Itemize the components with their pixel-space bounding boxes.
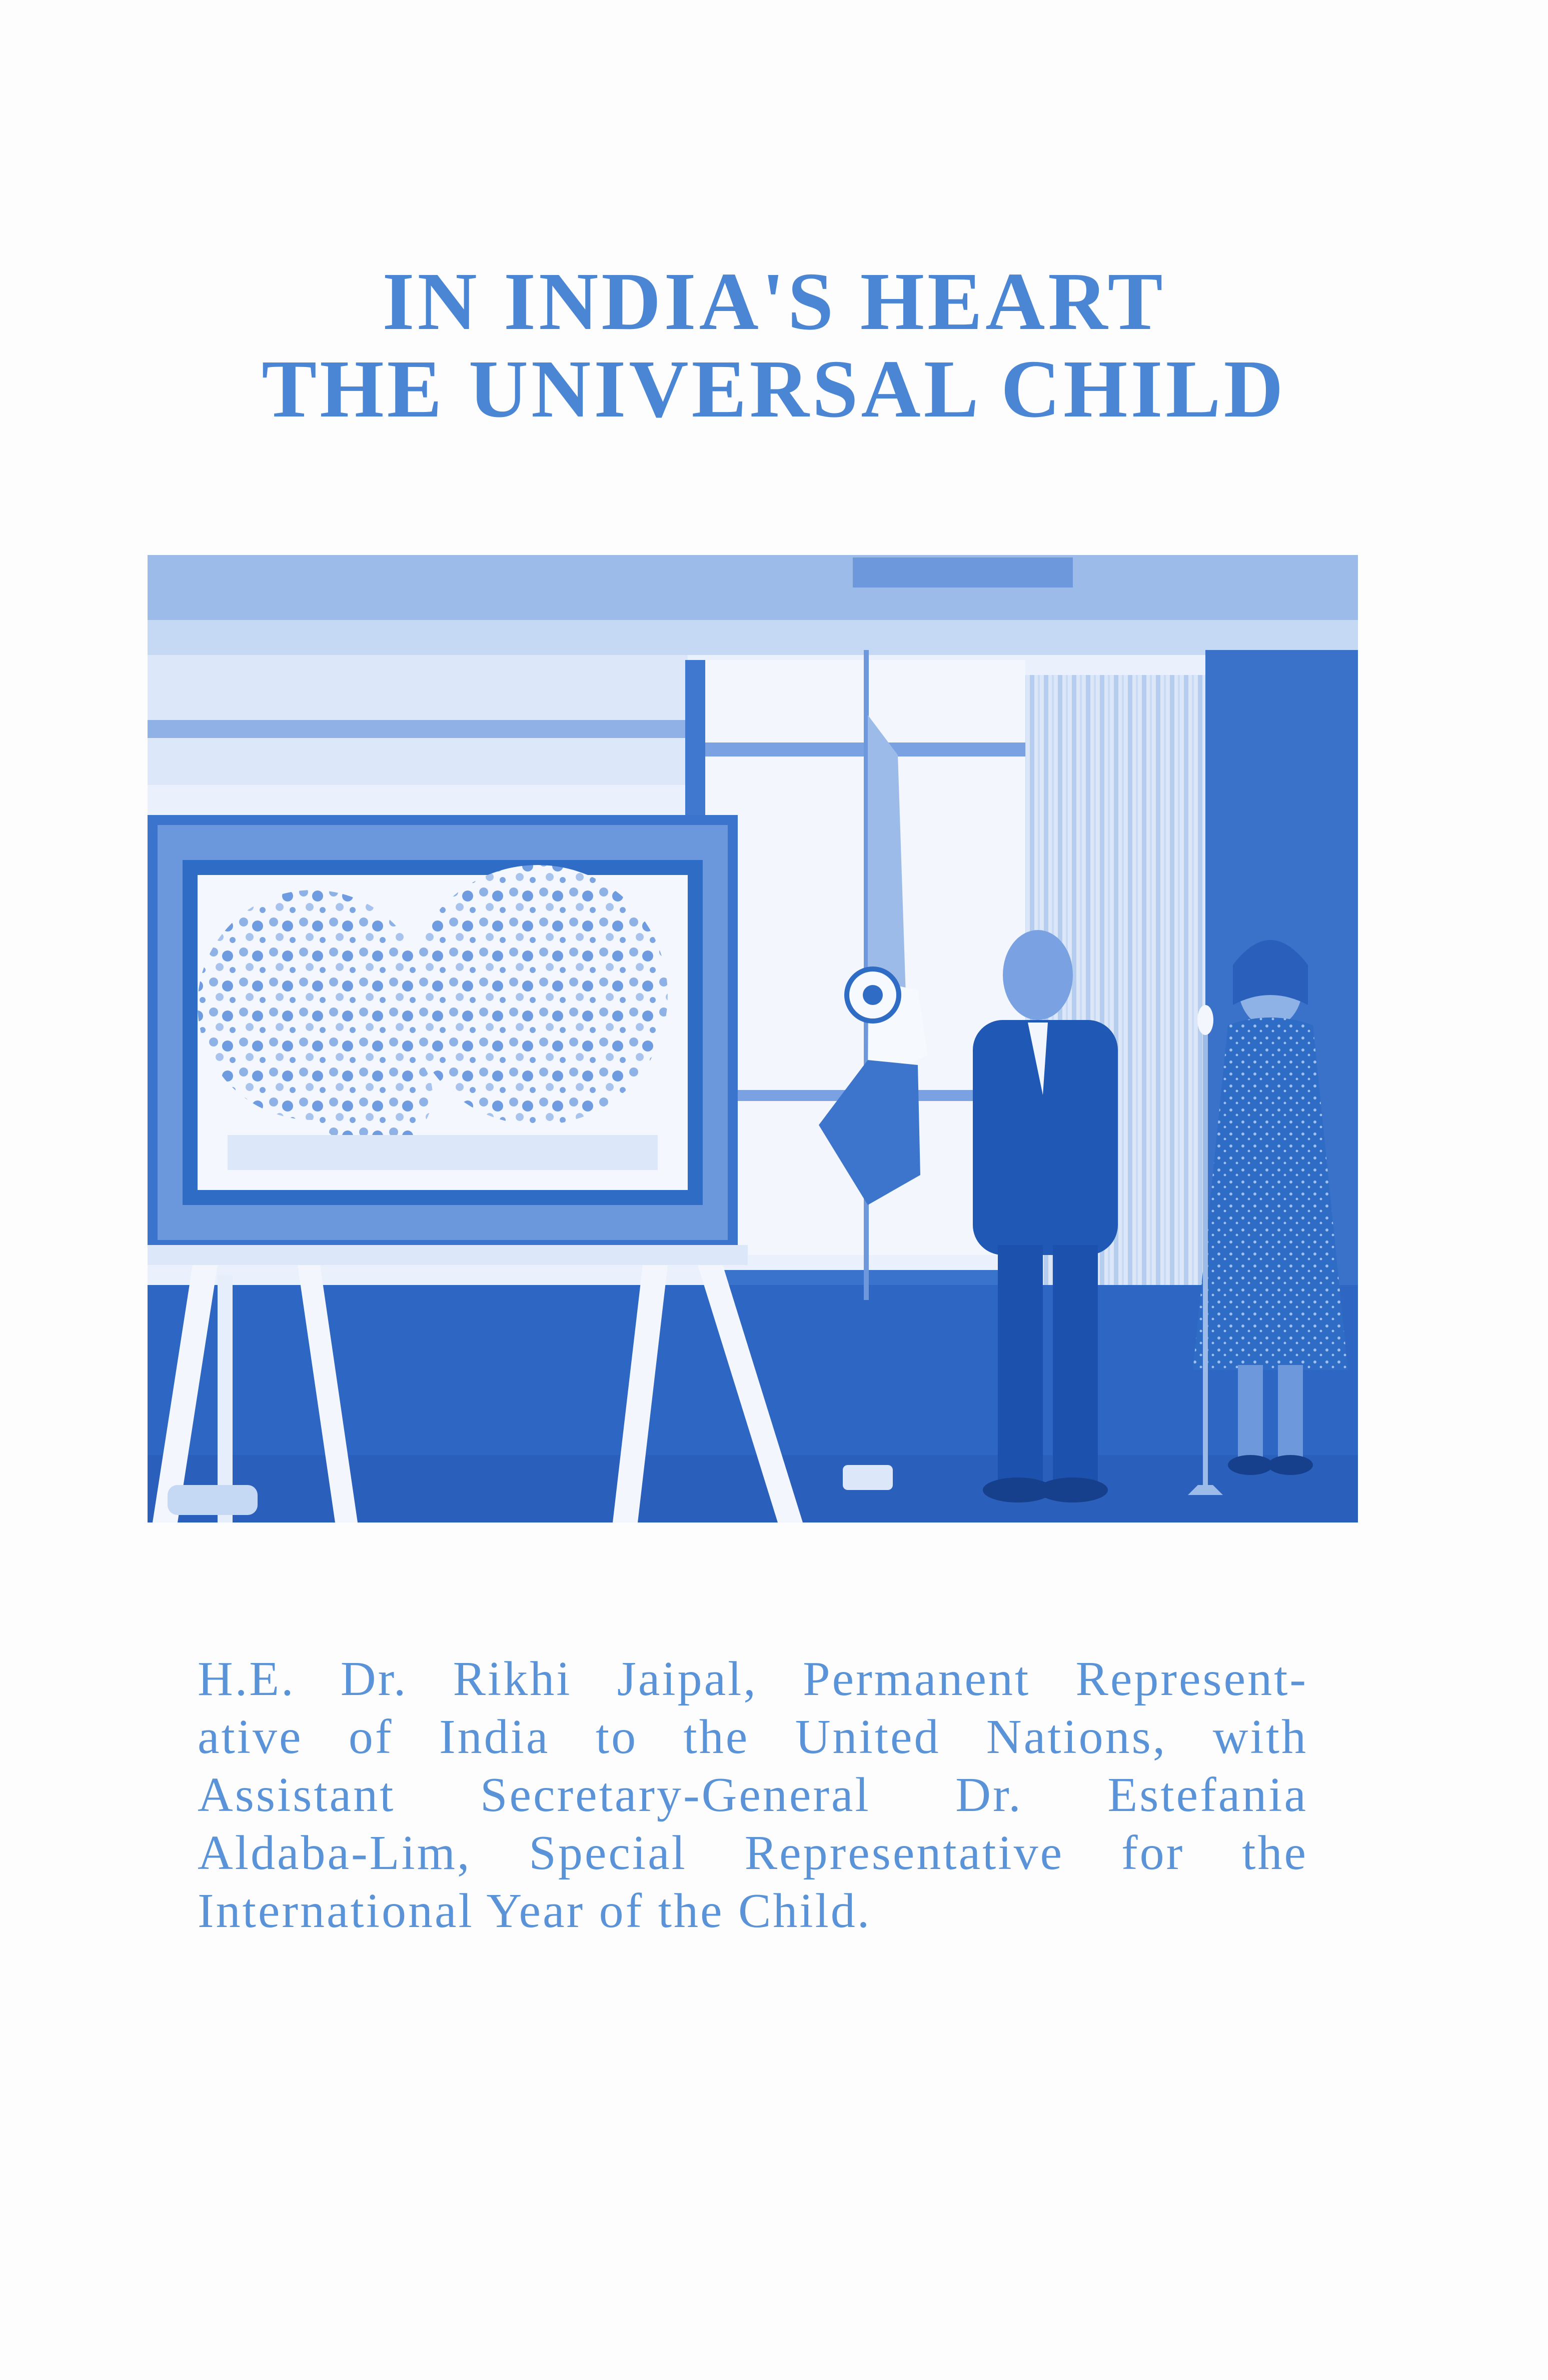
caption-line-5: International Year of the Child. (198, 1884, 872, 1938)
photo-caption (198, 1650, 1308, 1940)
caption-line-2: ative of India to the United Nations, with (198, 1710, 1308, 1764)
photograph (148, 555, 1358, 1522)
title-line-1: IN INDIA'S HEART (382, 256, 1166, 347)
caption-line-1: H.E. Dr. Rikhi Jaipal, Permanent Represent- (198, 1652, 1308, 1706)
title-line-2: THE UNIVERSAL CHILD (262, 343, 1286, 434)
caption-line-3: Assistant Secretary-General Dr. Estefania (198, 1768, 1308, 1822)
caption-line-4: Aldaba-Lim, Special Representative for the (198, 1826, 1308, 1880)
